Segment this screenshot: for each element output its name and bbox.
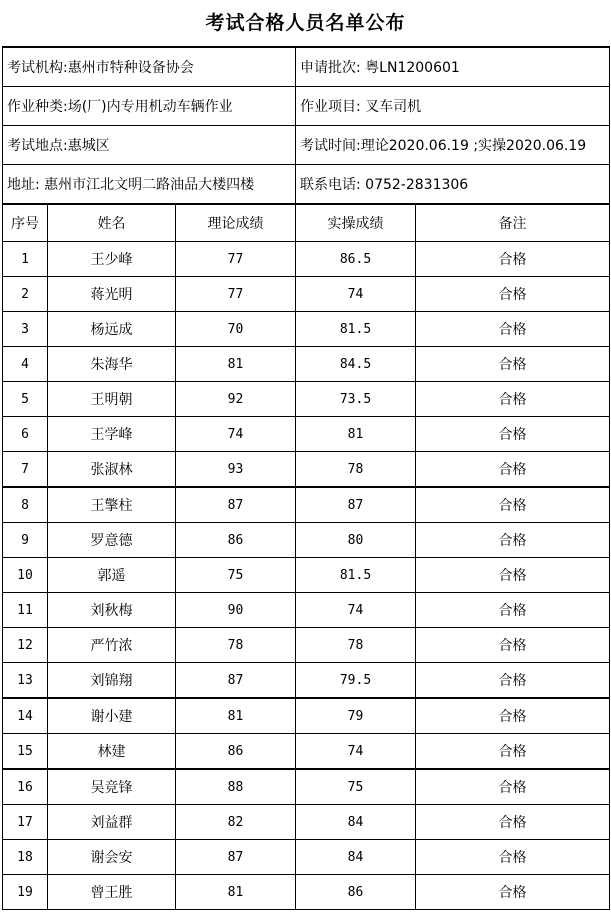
cell-theory-score: 87 <box>176 487 296 523</box>
cell-practical-score: 73.5 <box>296 382 416 417</box>
cell-theory-score: 86 <box>176 734 296 770</box>
header-theory-score: 理论成绩 <box>176 205 296 242</box>
table-row <box>3 523 610 558</box>
cell-practical-score: 86.5 <box>296 242 416 277</box>
cell-practical-score: 79 <box>296 698 416 734</box>
table-row <box>3 875 610 910</box>
cell-theory-score: 88 <box>176 769 296 805</box>
cell-name: 刘益群 <box>48 805 176 840</box>
cell-remark: 合格 <box>416 840 610 875</box>
cell-practical-score: 74 <box>296 593 416 628</box>
cell-practical-score: 84 <box>296 840 416 875</box>
info-row <box>3 165 610 204</box>
cell-practical-score: 87 <box>296 487 416 523</box>
cell-index: 8 <box>3 487 48 523</box>
cell-index: 11 <box>3 593 48 628</box>
cell-name: 杨远成 <box>48 312 176 347</box>
cell-practical-score: 78 <box>296 628 416 663</box>
info-row <box>3 126 610 165</box>
cell-index: 14 <box>3 698 48 734</box>
cell-remark: 合格 <box>416 382 610 417</box>
cell-index: 15 <box>3 734 48 770</box>
cell-index: 12 <box>3 628 48 663</box>
cell-name: 曾王胜 <box>48 875 176 910</box>
cell-index: 19 <box>3 875 48 910</box>
cell-theory-score: 82 <box>176 805 296 840</box>
cell-remark: 合格 <box>416 698 610 734</box>
exam-time: 考试时间:理论2020.06.19 ;实操2020.06.19 <box>296 126 610 165</box>
cell-practical-score: 81.5 <box>296 558 416 593</box>
cell-name: 刘秋梅 <box>48 593 176 628</box>
cell-index: 18 <box>3 840 48 875</box>
cell-remark: 合格 <box>416 312 610 347</box>
table-row <box>3 558 610 593</box>
cell-name: 朱海华 <box>48 347 176 382</box>
table-row <box>3 840 610 875</box>
cell-name: 罗意德 <box>48 523 176 558</box>
cell-remark: 合格 <box>416 734 610 770</box>
table-row <box>3 487 610 523</box>
cell-index: 3 <box>3 312 48 347</box>
contact-phone: 联系电话: 0752-2831306 <box>296 165 610 204</box>
cell-theory-score: 70 <box>176 312 296 347</box>
cell-practical-score: 74 <box>296 734 416 770</box>
table-row <box>3 698 610 734</box>
exam-location: 考试地点:惠城区 <box>3 126 296 165</box>
table-row <box>3 593 610 628</box>
cell-remark: 合格 <box>416 277 610 312</box>
page-title: 考试合格人员名单公布 <box>205 12 406 34</box>
cell-name: 谢会安 <box>48 840 176 875</box>
cell-index: 16 <box>3 769 48 805</box>
table-header-row <box>3 205 610 242</box>
cell-name: 张淑林 <box>48 452 176 488</box>
cell-theory-score: 90 <box>176 593 296 628</box>
cell-index: 5 <box>3 382 48 417</box>
cell-remark: 合格 <box>416 628 610 663</box>
cell-name: 林建 <box>48 734 176 770</box>
results-table <box>2 204 610 910</box>
cell-practical-score: 75 <box>296 769 416 805</box>
cell-theory-score: 92 <box>176 382 296 417</box>
table-row <box>3 277 610 312</box>
cell-name: 王少峰 <box>48 242 176 277</box>
table-row <box>3 417 610 452</box>
cell-practical-score: 81 <box>296 417 416 452</box>
cell-index: 6 <box>3 417 48 452</box>
cell-remark: 合格 <box>416 242 610 277</box>
cell-index: 1 <box>3 242 48 277</box>
cell-practical-score: 74 <box>296 277 416 312</box>
cell-remark: 合格 <box>416 417 610 452</box>
cell-practical-score: 86 <box>296 875 416 910</box>
cell-theory-score: 78 <box>176 628 296 663</box>
cell-theory-score: 75 <box>176 558 296 593</box>
cell-theory-score: 93 <box>176 452 296 488</box>
cell-index: 4 <box>3 347 48 382</box>
table-row <box>3 663 610 699</box>
cell-practical-score: 78 <box>296 452 416 488</box>
table-body <box>3 242 610 910</box>
cell-practical-score: 84 <box>296 805 416 840</box>
cell-name: 郭遥 <box>48 558 176 593</box>
table-row <box>3 734 610 770</box>
cell-index: 13 <box>3 663 48 699</box>
cell-practical-score: 80 <box>296 523 416 558</box>
info-row <box>3 47 610 87</box>
cell-theory-score: 81 <box>176 347 296 382</box>
cell-theory-score: 87 <box>176 840 296 875</box>
address: 地址: 惠州市江北文明二路油品大楼四楼 <box>3 165 296 204</box>
info-row <box>3 87 610 126</box>
cell-theory-score: 81 <box>176 698 296 734</box>
work-project: 作业项目: 叉车司机 <box>296 87 610 126</box>
cell-theory-score: 86 <box>176 523 296 558</box>
cell-remark: 合格 <box>416 593 610 628</box>
cell-remark: 合格 <box>416 452 610 488</box>
cell-theory-score: 81 <box>176 875 296 910</box>
header-name: 姓名 <box>48 205 176 242</box>
cell-name: 王学峰 <box>48 417 176 452</box>
cell-remark: 合格 <box>416 663 610 699</box>
cell-practical-score: 84.5 <box>296 347 416 382</box>
cell-name: 王擎柱 <box>48 487 176 523</box>
cell-practical-score: 81.5 <box>296 312 416 347</box>
table-row <box>3 347 610 382</box>
table-row <box>3 628 610 663</box>
table-row <box>3 382 610 417</box>
exam-org: 考试机构:惠州市特种设备协会 <box>3 47 296 87</box>
cell-name: 蒋光明 <box>48 277 176 312</box>
cell-remark: 合格 <box>416 558 610 593</box>
cell-index: 2 <box>3 277 48 312</box>
cell-name: 谢小建 <box>48 698 176 734</box>
cell-remark: 合格 <box>416 523 610 558</box>
header-practical-score: 实操成绩 <box>296 205 416 242</box>
work-category: 作业种类:场(厂)内专用机动车辆作业 <box>3 87 296 126</box>
exam-info-table <box>2 46 610 204</box>
cell-theory-score: 77 <box>176 277 296 312</box>
cell-theory-score: 77 <box>176 242 296 277</box>
table-row <box>3 805 610 840</box>
table-row <box>3 769 610 805</box>
header-index: 序号 <box>3 205 48 242</box>
cell-name: 王明朝 <box>48 382 176 417</box>
cell-theory-score: 74 <box>176 417 296 452</box>
cell-practical-score: 79.5 <box>296 663 416 699</box>
application-batch: 申请批次: 粤LN1200601 <box>296 47 610 87</box>
table-row <box>3 452 610 488</box>
cell-name: 刘锦翔 <box>48 663 176 699</box>
cell-index: 7 <box>3 452 48 488</box>
cell-remark: 合格 <box>416 487 610 523</box>
cell-remark: 合格 <box>416 805 610 840</box>
cell-remark: 合格 <box>416 769 610 805</box>
cell-index: 17 <box>3 805 48 840</box>
cell-remark: 合格 <box>416 347 610 382</box>
header-remark: 备注 <box>416 205 610 242</box>
cell-name: 吴竞锋 <box>48 769 176 805</box>
table-row <box>3 242 610 277</box>
cell-index: 10 <box>3 558 48 593</box>
cell-theory-score: 87 <box>176 663 296 699</box>
cell-index: 9 <box>3 523 48 558</box>
cell-name: 严竹浓 <box>48 628 176 663</box>
cell-remark: 合格 <box>416 875 610 910</box>
table-row <box>3 312 610 347</box>
